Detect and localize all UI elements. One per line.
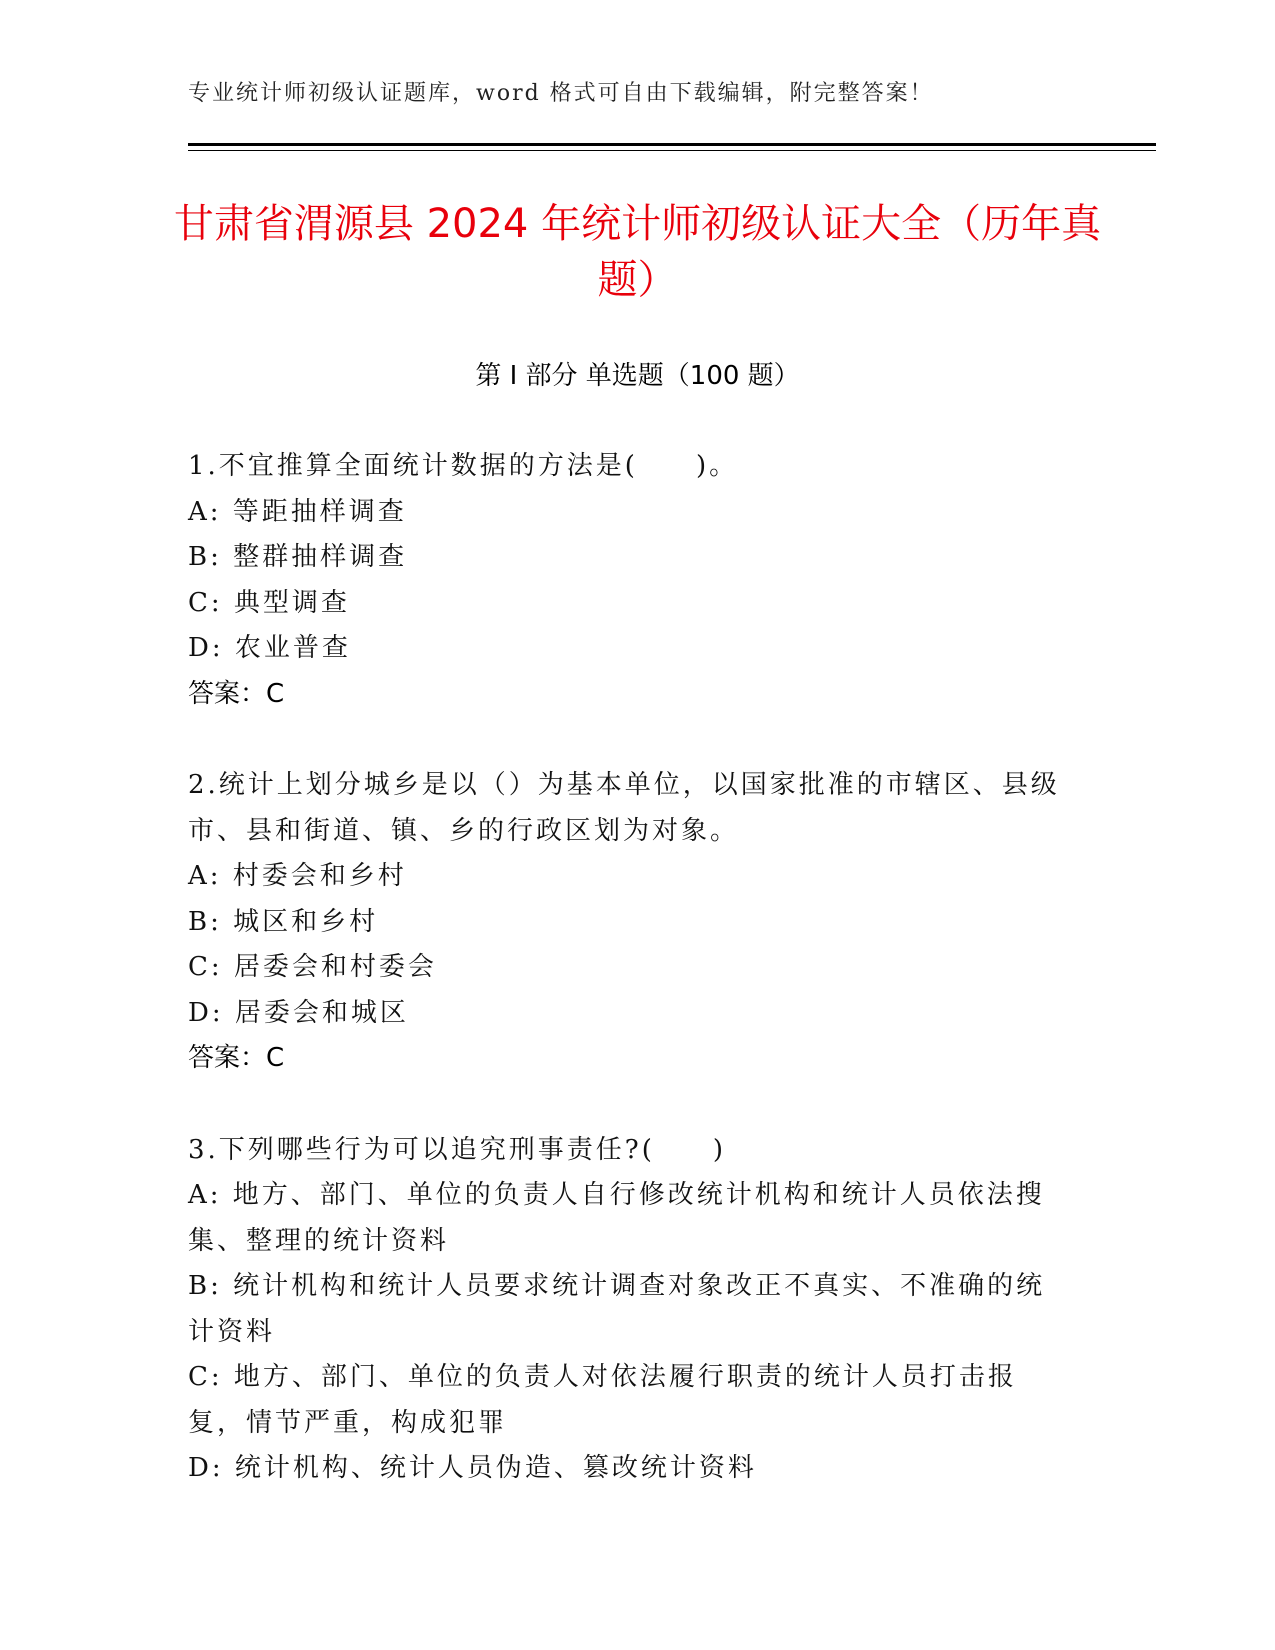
- question-3: [188, 1128, 1068, 1492]
- option-d: D: 统计机构、统计人员伪造、篡改统计资料: [188, 1453, 757, 1483]
- answer: 答案：C: [188, 678, 285, 709]
- header-note: 专业统计师初级认证题库，word 格式可自由下载编辑，附完整答案！: [188, 81, 934, 106]
- question-2: [188, 763, 1068, 1082]
- header-rule-thick: [188, 143, 1156, 146]
- option-a: A: 地方、部门、单位的负责人自行修改统计机构和统计人员依法搜集、整理的统计资料: [188, 1180, 1045, 1256]
- option-c: C: 居委会和村委会: [188, 952, 437, 982]
- document-title: 甘肃省渭源县 2024 年统计师初级认证大全（历年真题）: [173, 201, 1102, 303]
- question-list: [188, 444, 1068, 1538]
- option-d: D: 农业普查: [188, 633, 351, 663]
- question-text: 2.统计上划分城乡是以（）为基本单位，以国家批准的市辖区、县级市、县和街道、镇、乡的行政区划为对象。: [188, 770, 1060, 846]
- question-text: 1.不宜推算全面统计数据的方法是( )。: [188, 451, 739, 481]
- option-a: A: 等距抽样调查: [188, 496, 407, 527]
- option-b: B: 统计机构和统计人员要求统计调查对象改正不真实、不准确的统计资料: [188, 1271, 1046, 1347]
- section-title: 第 I 部分 单选题（100 题）: [475, 361, 800, 391]
- answer: 答案：C: [188, 1043, 285, 1073]
- option-d: D: 居委会和城区: [188, 997, 409, 1028]
- option-b: B: 城区和乡村: [188, 906, 379, 937]
- header-rule-thin: [188, 150, 1156, 151]
- option-c: C: 典型调查: [188, 587, 350, 618]
- question-text: 3.下列哪些行为可以追究刑事责任?( ): [188, 1134, 727, 1165]
- option-a: A: 村委会和乡村: [188, 861, 407, 891]
- option-c: C: 地方、部门、单位的负责人对依法履行职责的统计人员打击报复，情节严重，构成犯罪: [188, 1362, 1017, 1438]
- question-1: [188, 444, 1068, 717]
- option-b: B: 整群抽样调查: [188, 542, 408, 572]
